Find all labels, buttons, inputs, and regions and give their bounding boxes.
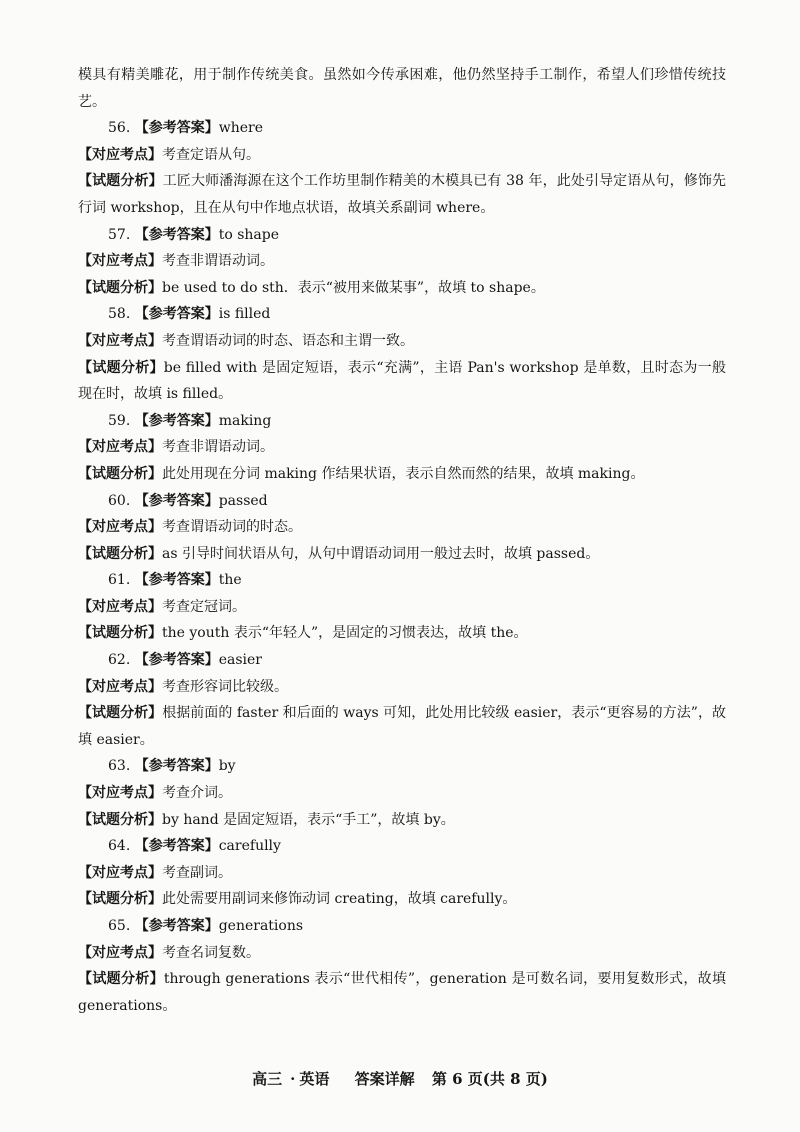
question-number: 61.	[108, 572, 131, 589]
test-point-label: 【对应考点】	[78, 598, 162, 615]
analysis-paragraph	[78, 541, 726, 568]
test-point-text: 考查介词。	[162, 785, 232, 802]
analysis-label: 【试题分析】	[78, 705, 163, 722]
test-point-label: 【对应考点】	[78, 146, 162, 163]
question-number: 56.	[108, 120, 131, 137]
test-point-line	[78, 248, 726, 275]
test-point-label: 【对应考点】	[78, 332, 162, 349]
analysis-text: 工匠大师潘海源在这个工作坊里制作精美的木模具已有 38 年，此处引导定语从句，修饰先行词 workshop，且在从句中作地点状语，故填关系副词 where。	[78, 173, 727, 216]
answer-line	[78, 833, 726, 860]
test-point-line	[78, 514, 726, 541]
analysis-label: 【试题分析】	[78, 173, 163, 190]
analysis-paragraph	[78, 966, 726, 1019]
answer-label: 【参考答案】	[134, 758, 219, 775]
question-number: 57.	[108, 226, 131, 243]
test-point-line	[78, 594, 726, 621]
answer-label: 【参考答案】	[134, 226, 219, 243]
analysis-label: 【试题分析】	[78, 465, 162, 482]
analysis-text: the youth 表示“年轻人”，是固定的习惯表达，故填 the。	[162, 625, 528, 642]
analysis-text: as 引导时间状语从句，从句中谓语动词用一般过去时，故填 passed。	[162, 545, 600, 562]
test-point-label: 【对应考点】	[78, 678, 162, 695]
test-point-text: 考查谓语动词的时态。	[162, 519, 302, 536]
test-point-text: 考查副词。	[162, 864, 232, 881]
test-point-text: 考查定冠词。	[162, 598, 246, 615]
page-footer	[0, 1068, 800, 1089]
analysis-paragraph	[78, 807, 726, 834]
question-number: 63.	[108, 758, 131, 775]
test-point-label: 【对应考点】	[78, 864, 162, 881]
test-point-text: 考查非谓语动词。	[162, 439, 274, 456]
answer-item	[78, 913, 726, 1019]
answer-item	[78, 567, 726, 647]
answer-value: passed	[218, 492, 268, 509]
footer-subject: 英语	[299, 1070, 330, 1088]
analysis-text: 此处需要用副词来修饰动词 creating，故填 carefully。	[162, 891, 517, 908]
answer-value: is filled	[218, 306, 271, 323]
answer-line	[78, 913, 726, 940]
test-point-label: 【对应考点】	[78, 519, 162, 536]
answer-line	[78, 115, 726, 142]
answer-item	[78, 408, 726, 488]
answer-label: 【参考答案】	[134, 412, 219, 429]
test-point-label: 【对应考点】	[78, 785, 162, 802]
answer-list	[78, 115, 726, 1019]
footer-doc-title: 答案详解	[354, 1070, 415, 1088]
answer-label: 【参考答案】	[134, 918, 219, 934]
question-number: 62.	[108, 652, 131, 669]
question-number: 58.	[108, 306, 131, 323]
analysis-label: 【试题分析】	[78, 891, 162, 908]
answer-item	[78, 115, 726, 221]
answer-line	[78, 408, 726, 435]
test-point-line	[78, 328, 726, 355]
answer-value: by	[218, 758, 236, 775]
answer-value: making	[218, 412, 272, 429]
question-number: 64.	[108, 838, 131, 855]
answer-line	[78, 301, 726, 328]
analysis-paragraph	[78, 886, 726, 913]
test-point-line	[78, 142, 726, 169]
test-point-label: 【对应考点】	[78, 439, 162, 456]
analysis-text: 此处用现在分词 making 作结果状语，表示自然而然的结果，故填 making。	[162, 465, 645, 482]
intro-text: 模具有精美雕花，用于制作传统美食。虽然如今传承困难，他仍然坚持手工制作，希望人们珍惜传统技艺。	[78, 67, 726, 110]
footer-separator: ·	[290, 1070, 296, 1088]
answer-value: where	[218, 120, 263, 137]
analysis-text: 根据前面的 faster 和后面的 ways 可知，此处用比较级 easier，表示“更容易的方法”，故填 easier。	[78, 705, 726, 748]
analysis-text: by hand 是固定短语，表示“手工”，故填 by。	[162, 811, 455, 828]
answer-item	[78, 647, 726, 753]
analysis-paragraph	[78, 620, 726, 647]
footer-page-number: 第 6 页(共 8 页)	[431, 1070, 548, 1088]
answer-line	[78, 753, 726, 780]
test-point-label: 【对应考点】	[78, 944, 162, 961]
answer-item	[78, 488, 726, 568]
question-number: 60.	[108, 492, 131, 509]
answer-label: 【参考答案】	[134, 492, 219, 509]
analysis-label: 【试题分析】	[78, 279, 162, 296]
analysis-paragraph	[78, 168, 726, 221]
analysis-text: through generations 表示“世代相传”，generation 是可数名词，要用复数形式，故填 generations。	[78, 971, 727, 1014]
analysis-label: 【试题分析】	[78, 359, 164, 376]
analysis-label: 【试题分析】	[78, 545, 162, 562]
test-point-line	[78, 780, 726, 807]
answer-content	[78, 62, 726, 1019]
answer-item	[78, 301, 726, 407]
analysis-label: 【试题分析】	[78, 811, 162, 828]
analysis-paragraph	[78, 275, 726, 302]
test-point-line	[78, 940, 726, 967]
answer-label: 【参考答案】	[134, 120, 219, 137]
answer-item	[78, 833, 726, 913]
answer-value: to shape	[218, 226, 280, 243]
analysis-paragraph	[78, 700, 726, 753]
answer-line	[78, 647, 726, 674]
answer-value: carefully	[218, 838, 281, 855]
question-number: 59.	[108, 412, 131, 429]
answer-value: generations	[218, 918, 304, 934]
footer-grade: 高三	[252, 1070, 283, 1088]
test-point-text: 考查非谓语动词。	[162, 253, 274, 270]
test-point-text: 考查名词复数。	[162, 944, 260, 961]
answer-value: easier	[218, 652, 262, 669]
test-point-line	[78, 674, 726, 701]
analysis-text: be used to do sth．表示“被用来做某事”，故填 to shape。	[162, 279, 545, 296]
answer-value: the	[218, 572, 242, 589]
question-number: 65.	[108, 918, 131, 934]
answer-line	[78, 222, 726, 249]
answer-line	[78, 567, 726, 594]
test-point-line	[78, 434, 726, 461]
test-point-label: 【对应考点】	[78, 253, 162, 270]
analysis-paragraph	[78, 461, 726, 488]
answer-label: 【参考答案】	[134, 652, 219, 669]
answer-label: 【参考答案】	[134, 306, 219, 323]
answer-label: 【参考答案】	[134, 572, 219, 589]
answer-item	[78, 222, 726, 302]
answer-line	[78, 488, 726, 515]
analysis-label: 【试题分析】	[78, 971, 164, 988]
test-point-text: 考查形容词比较级。	[162, 678, 288, 695]
answer-item	[78, 753, 726, 833]
analysis-label: 【试题分析】	[78, 625, 162, 642]
analysis-text: be filled with 是固定短语，表示“充满”，主语 Pan's workshop 是单数，且时态为一般现在时，故填 is filled。	[78, 359, 727, 403]
test-point-line	[78, 860, 726, 887]
analysis-paragraph	[78, 355, 726, 408]
test-point-text: 考查定语从句。	[162, 146, 260, 163]
test-point-text: 考查谓语动词的时态、语态和主谓一致。	[162, 332, 414, 349]
answer-label: 【参考答案】	[134, 838, 219, 855]
